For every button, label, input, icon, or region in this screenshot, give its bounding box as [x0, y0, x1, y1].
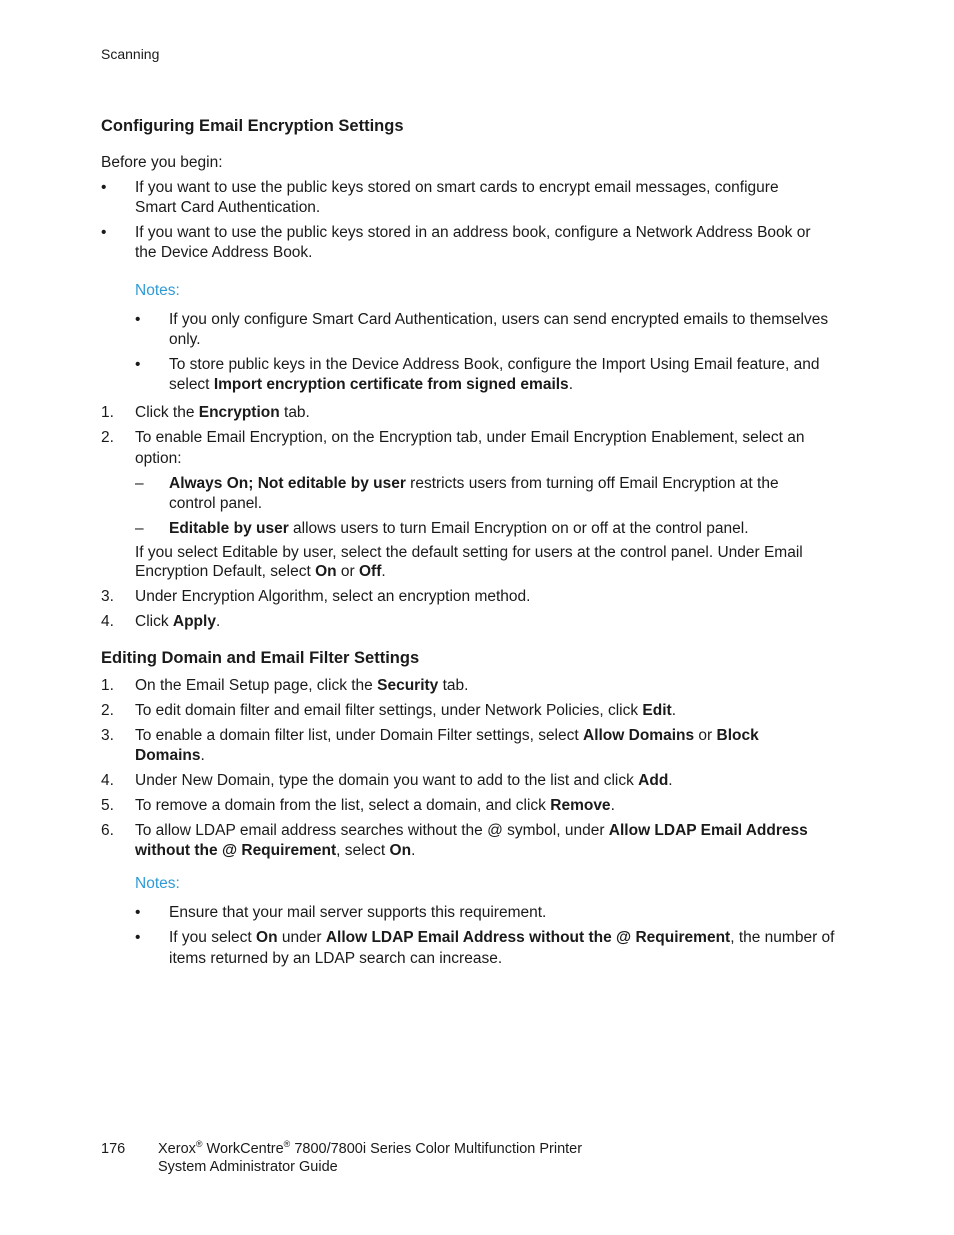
- step-number: 6.: [101, 822, 114, 839]
- section-heading-email-encryption: Configuring Email Encryption Settings: [101, 117, 404, 135]
- step-number: 3.: [101, 588, 114, 605]
- step-number: 5.: [101, 797, 114, 814]
- notes-label-2: Notes:: [135, 875, 180, 892]
- bullet-marker: •: [135, 356, 141, 373]
- default-setting-para: If you select Editable by user, select the default setting for users at the control panel. Under Email Encryption Default, select On or Off.: [135, 544, 803, 580]
- step-number: 4.: [101, 772, 114, 789]
- step-number: 2.: [101, 429, 114, 446]
- bullet-marker: •: [135, 929, 141, 946]
- footer-guide-title: System Administrator Guide: [158, 1159, 338, 1175]
- notes-label: Notes:: [135, 282, 180, 299]
- dash-marker: –: [135, 475, 144, 492]
- step-number: 3.: [101, 727, 114, 744]
- step-number: 2.: [101, 702, 114, 719]
- page-number: 176: [101, 1141, 126, 1157]
- bullet-marker: •: [135, 311, 141, 328]
- step-number: 4.: [101, 613, 114, 630]
- bullet-marker: •: [101, 224, 107, 241]
- running-header: Scanning: [101, 46, 160, 62]
- dash-marker: –: [135, 520, 144, 537]
- before-you-begin: Before you begin:: [101, 154, 223, 171]
- section-heading-domain-filter: Editing Domain and Email Filter Settings: [101, 649, 420, 667]
- bullet-marker: •: [135, 904, 141, 921]
- step-number: 1.: [101, 677, 114, 694]
- bullet-marker: •: [101, 179, 107, 196]
- step-number: 1.: [101, 404, 114, 421]
- footer-product-title: Xerox® WorkCentre® 7800/7800i Series Color Multifunction Printer System Administrator Guide: [158, 1139, 583, 1175]
